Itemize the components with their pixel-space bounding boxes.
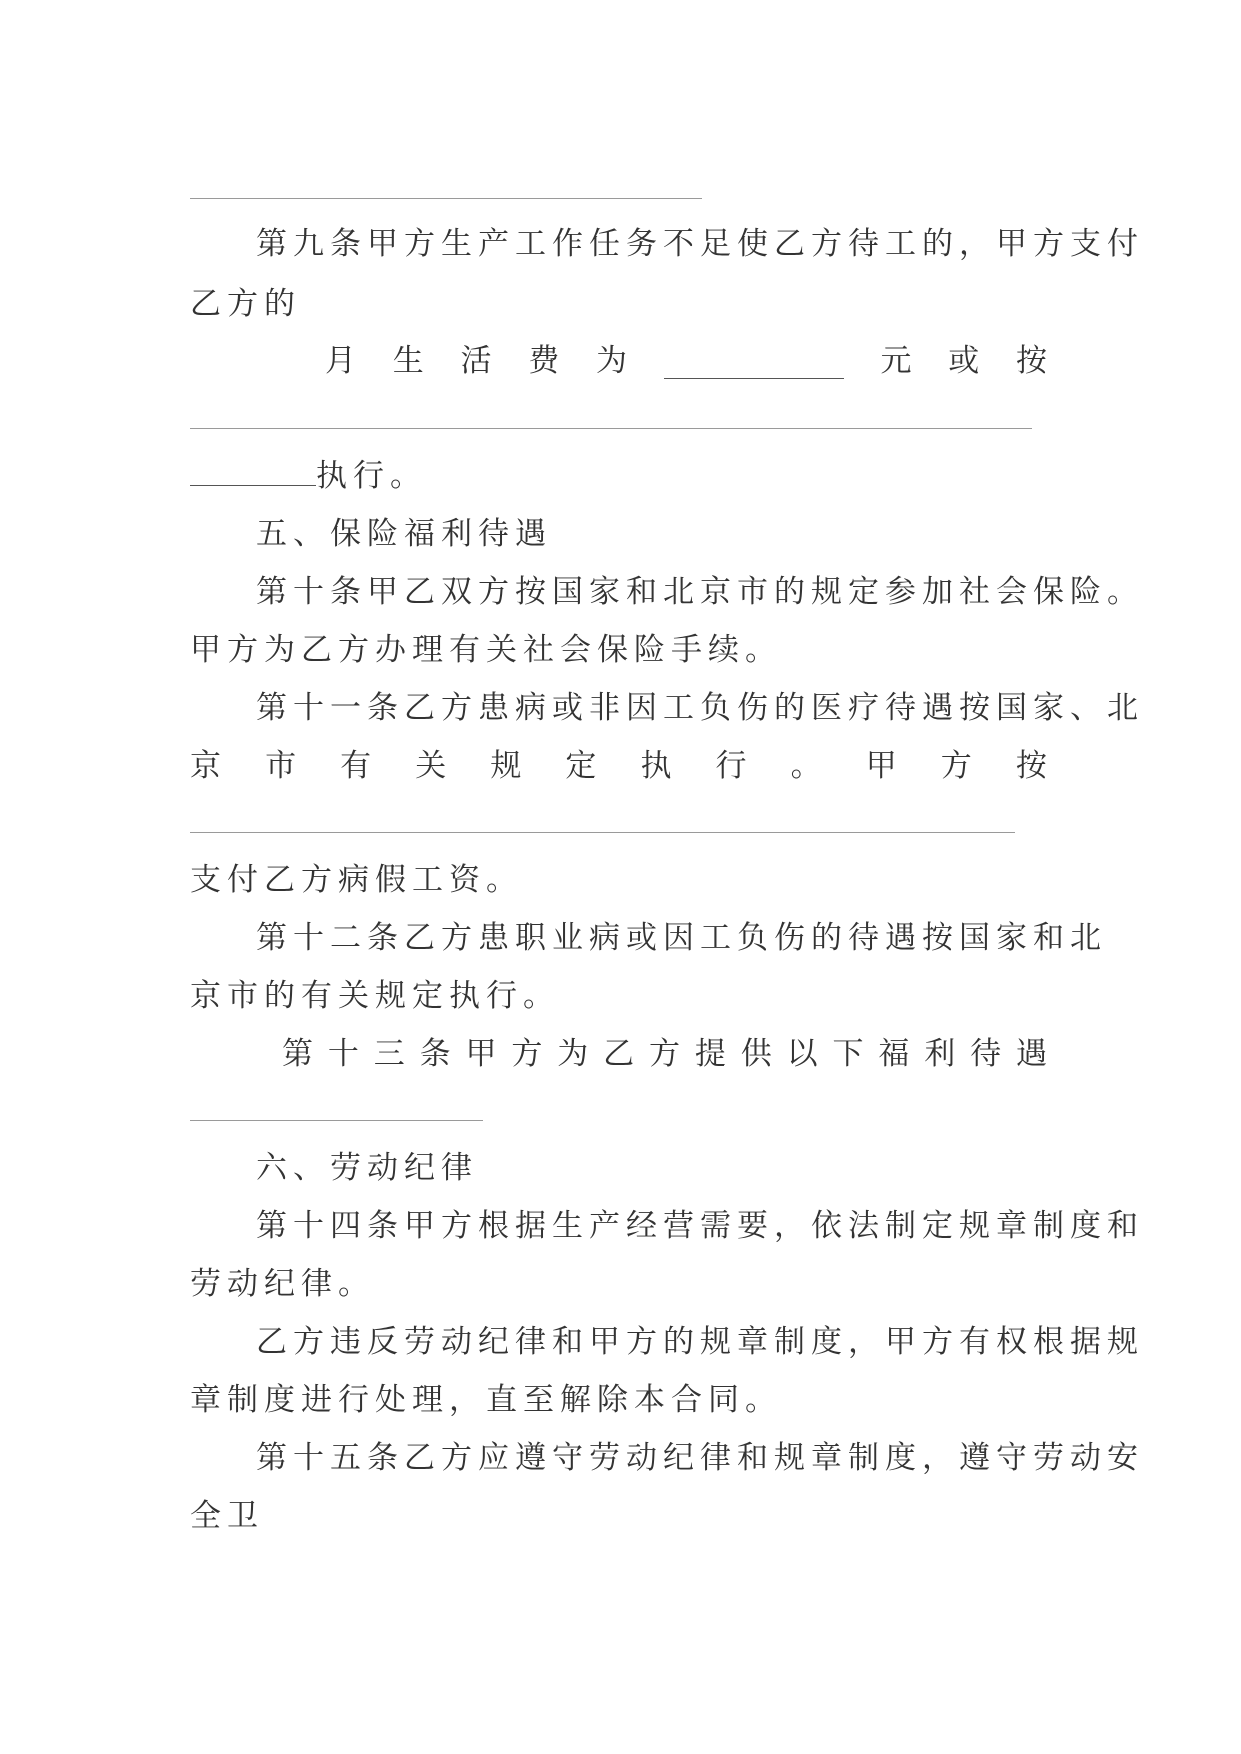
char: 供 bbox=[740, 1036, 772, 1072]
article-9-line-1: 第九条甲方生产工作任务不足使乙方待工的，甲方支付 bbox=[256, 226, 1144, 262]
char: 利 bbox=[924, 1036, 956, 1072]
char: 行 bbox=[715, 748, 747, 784]
char: 以 bbox=[786, 1036, 818, 1072]
article-9-line-4 bbox=[190, 456, 427, 496]
section-6-heading: 六、劳动纪律 bbox=[256, 1150, 478, 1186]
char: 关 bbox=[415, 748, 447, 784]
article-11-line-2 bbox=[190, 746, 1047, 786]
char: 月 bbox=[325, 343, 356, 379]
char: 条 bbox=[419, 1036, 451, 1072]
article-14-line-3: 乙方违反劳动纪律和甲方的规章制度，甲方有权根据规 bbox=[256, 1324, 1144, 1360]
article-9-line-2: 乙方的 bbox=[190, 286, 301, 322]
article-10-line-2: 甲方为乙方办理有关社会保险手续。 bbox=[190, 632, 782, 668]
char: 活 bbox=[460, 343, 492, 379]
blank-rule-art9 bbox=[190, 428, 1032, 429]
char: 方 bbox=[511, 1036, 543, 1072]
char: 费 bbox=[528, 343, 560, 379]
blank-rule-art13 bbox=[190, 1120, 483, 1121]
char: 京 bbox=[190, 748, 221, 784]
char: 按 bbox=[1015, 748, 1047, 784]
char: 或 bbox=[948, 343, 980, 379]
char: 规 bbox=[490, 748, 522, 784]
char: 方 bbox=[649, 1036, 680, 1072]
article-10-line-1: 第十条甲乙双方按国家和北京市的规定参加社会保险。 bbox=[256, 574, 1144, 610]
fill-blank-standard bbox=[190, 484, 316, 486]
article-9-line-3 bbox=[325, 341, 1047, 381]
char: 提 bbox=[694, 1036, 726, 1072]
char: 乙 bbox=[603, 1036, 635, 1072]
article-12-line-1: 第十二条乙方患职业病或因工负伤的待遇按国家和北 bbox=[256, 920, 1107, 956]
char: 市 bbox=[265, 748, 297, 784]
char: 三 bbox=[373, 1036, 405, 1072]
char: 十 bbox=[327, 1036, 359, 1072]
char: 定 bbox=[565, 748, 597, 784]
article-15-line-1: 第十五条乙方应遵守劳动纪律和规章制度，遵守劳动安 bbox=[256, 1440, 1144, 1476]
section-5-heading: 五、保险福利待遇 bbox=[256, 516, 552, 552]
article-9-line-4-text: 执行。 bbox=[316, 458, 427, 494]
article-13-line-1 bbox=[282, 1034, 1047, 1074]
char: 甲 bbox=[865, 748, 897, 784]
article-14-line-4: 章制度进行处理，直至解除本合同。 bbox=[190, 1382, 782, 1418]
char: 方 bbox=[940, 748, 972, 784]
char: 待 bbox=[970, 1036, 1002, 1072]
article-14-line-1: 第十四条甲方根据生产经营需要，依法制定规章制度和 bbox=[256, 1208, 1144, 1244]
char: 元 bbox=[880, 343, 912, 379]
article-15-line-2: 全卫 bbox=[190, 1498, 264, 1534]
char: 生 bbox=[392, 343, 424, 379]
article-14-line-2: 劳动纪律。 bbox=[190, 1266, 375, 1302]
fill-blank-living-allowance bbox=[664, 377, 844, 379]
char: 按 bbox=[1016, 343, 1047, 379]
char: 为 bbox=[557, 1036, 589, 1072]
char: 。 bbox=[790, 748, 822, 784]
char: 甲 bbox=[465, 1036, 497, 1072]
article-11-line-1: 第十一条乙方患病或非因工负伤的医疗待遇按国家、北 bbox=[256, 690, 1144, 726]
blank-rule-art11 bbox=[190, 832, 1015, 833]
blank-rule-top bbox=[190, 198, 702, 199]
article-12-line-2: 京市的有关规定执行。 bbox=[190, 978, 560, 1014]
article-11-line-3: 支付乙方病假工资。 bbox=[190, 862, 523, 898]
char: 下 bbox=[832, 1036, 864, 1072]
char: 有 bbox=[340, 748, 372, 784]
char: 执 bbox=[640, 748, 672, 784]
char: 福 bbox=[878, 1036, 910, 1072]
char: 第 bbox=[282, 1036, 313, 1072]
char: 为 bbox=[596, 343, 627, 379]
char: 遇 bbox=[1016, 1036, 1047, 1072]
